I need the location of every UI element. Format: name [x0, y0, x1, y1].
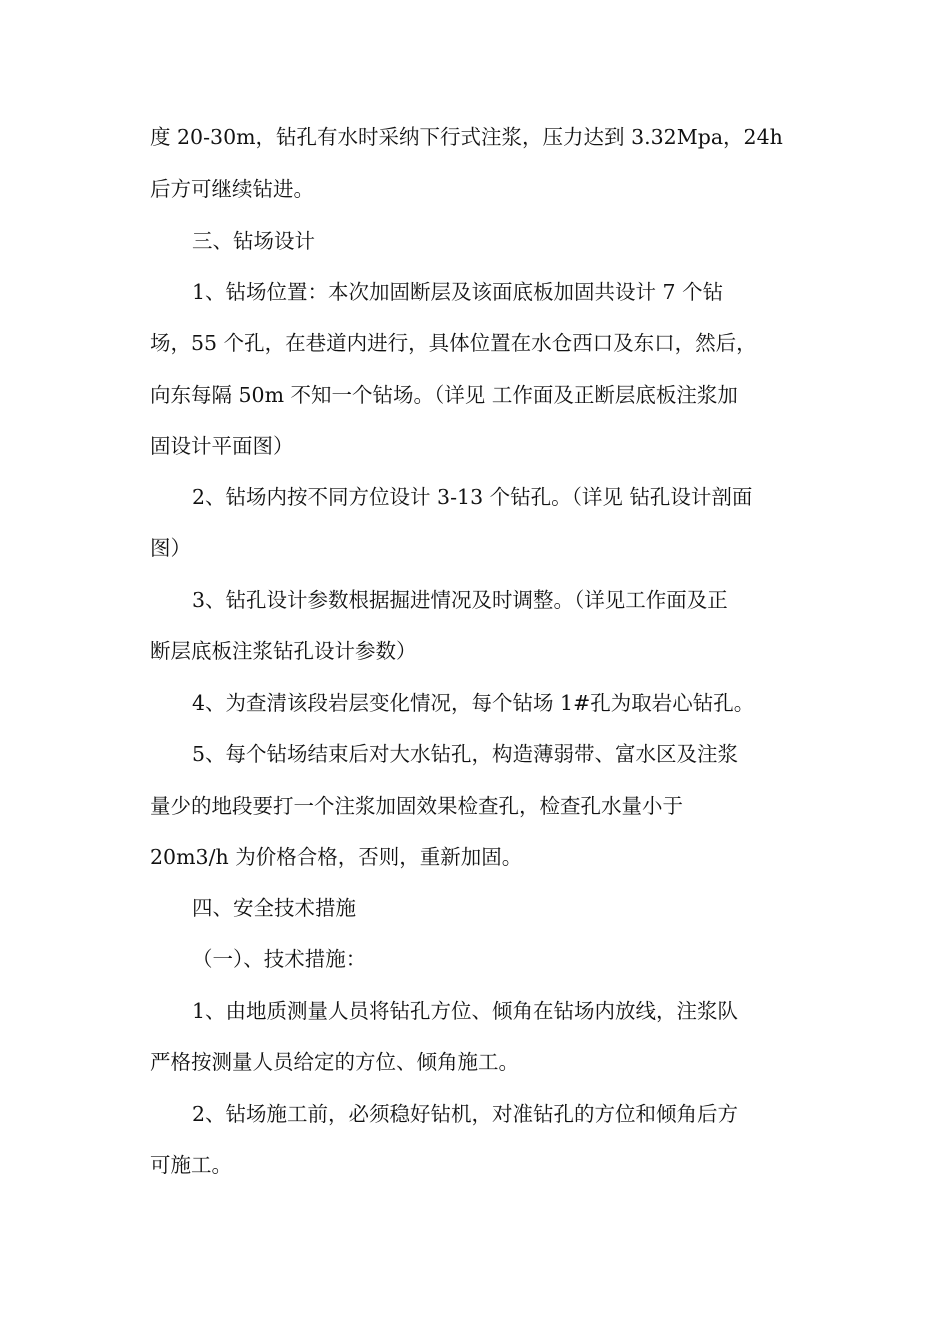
text-line: 后方可继续钻进。 [150, 177, 314, 201]
text-line: 2、钻场内按不同方位设计 3-13 个钻孔。（详见 钻孔设计剖面 [192, 485, 753, 509]
text-line: 2、钻场施工前，必须稳好钻机，对准钻孔的方位和倾角后方 [192, 1102, 739, 1126]
text-line: 场，55 个孔，在巷道内进行，具体位置在水仓西口及东口，然后， [150, 331, 757, 355]
text-line: 5、每个钻场结束后对大水钻孔，构造薄弱带、富水区及注浆 [192, 742, 739, 766]
text-line: 1、由地质测量人员将钻孔方位、倾角在钻场内放线，注浆队 [192, 999, 739, 1023]
text-line: 断层底板注浆钻孔设计参数） [150, 639, 417, 663]
text-line: 可施工。 [150, 1153, 232, 1177]
section-heading: 三、钻场设计 [192, 229, 315, 253]
text-line: 图） [150, 536, 191, 560]
text-line: 3、钻孔设计参数根据掘进情况及时调整。（详见工作面及正 [192, 588, 728, 612]
text-line: 度 20-30m，钻孔有水时采纳下行式注浆，压力达到 3.32Mpa，24h [150, 125, 783, 149]
text-line: 严格按测量人员给定的方位、倾角施工。 [150, 1050, 519, 1074]
text-line: 4、为查清该段岩层变化情况，每个钻场 1#孔为取岩心钻孔。 [192, 691, 755, 715]
text-line: 1、钻场位置：本次加固断层及该面底板加固共设计 7 个钻 [192, 280, 724, 304]
text-line: 固设计平面图） [150, 434, 294, 458]
subsection-heading: （一）、技术措施： [192, 947, 367, 971]
text-line: 20m3/h 为价格合格，否则，重新加固。 [150, 845, 523, 869]
text-line: 量少的地段要打一个注浆加固效果检查孔，检查孔水量小于 [150, 794, 683, 818]
section-heading: 四、安全技术措施 [192, 896, 356, 920]
text-line: 向东每隔 50m 不知一个钻场。（详见 工作面及正断层底板注浆加 [150, 383, 738, 407]
